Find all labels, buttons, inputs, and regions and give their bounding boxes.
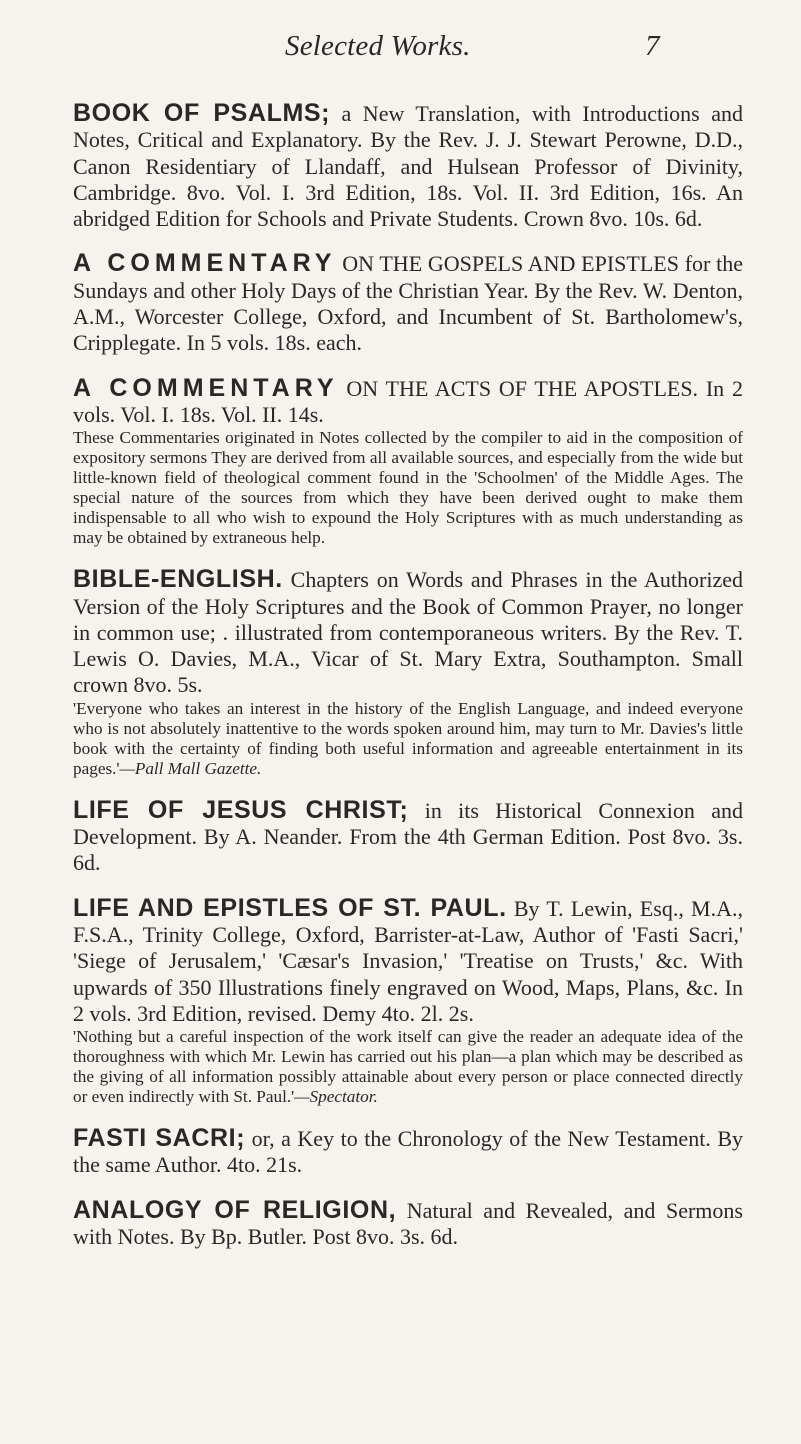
entry-text — [73, 1197, 743, 1251]
entry-heading: LIFE OF JESUS CHRIST; — [73, 795, 409, 824]
entry-text — [73, 375, 743, 429]
entry-heading: FASTI SACRI; — [73, 1124, 246, 1153]
running-head — [0, 22, 801, 74]
entry-note: These Commentaries originated in Notes collected by the compiler to aid in the composition of expository sermons They are derived from all available sources, and especially from the wide but little-known field of theological comment found in the 'Schoolmen' of the Middle Ages. The special nature of the sources from which they have been derived ought to make them indispensable to all who wish to expound the Holy Scriptures with as much understanding as may be obtained by extraneous help. — [73, 428, 743, 548]
catalogue-body — [73, 100, 743, 1250]
entry-body: Chapters on Words and Phrases in the Authorized Version of the Holy Scriptures and the Book of Common Prayer, no longer in common use; . illustrated from contemporaneous writers. By the Rev. T. Lewis O. Davies, M.A., Vicar of St. Mary Extra, Southampton. Small crown 8vo. 5s. — [73, 567, 743, 698]
entry-st-paul — [73, 895, 743, 1107]
entry-body: By T. Lewin, Esq., M.A., F.S.A., Trinity College, Oxford, Barrister-at-Law, Author of 'Fasti Sacri,' 'Siege of Jerusalem,' 'Cæsar's Invasion,' 'Treatise on Trusts,' &c. With upwards of 350 Illustrations finely engraved on Wood, Maps, Plans, &c. In 2 vols. 3rd Edition, revised. Demy 4to. 2l. 2s. — [73, 895, 744, 1026]
entry-heading: LIFE AND EPISTLES OF ST. PAUL. — [73, 893, 507, 922]
review-source: —Spectator. — [294, 1087, 378, 1107]
page-number: 7 — [645, 30, 660, 62]
entry-body: ON THE GOSPELS AND EPISTLES for the Sundays and other Holy Days of the Christian Year. By the Rev. W. Denton, A.M., Worcester College, Oxford, and Incumbent of St. Bartholomew's, Cripplegate. In 5 vols. 18s. each. — [73, 251, 743, 356]
entry-body: a New Translation, with Introductions and Notes, Critical and Explanatory. By the Rev. J. J. Stewart Perowne, D.D., Canon Residentiary of Llandaff, and Hulsean Professor of Divinity, Cambridge. 8vo. Vol. I. 3rd Edition, 18s. Vol. II. 3rd Edition, 16s. An abridged Edition for Schools and Private Students. Crown 8vo. 10s. 6d. — [73, 101, 743, 232]
entry-heading: A COMMENTARY — [73, 249, 337, 278]
entry-text — [73, 250, 743, 356]
running-head-title: Selected Works. — [285, 30, 471, 62]
entry-text — [73, 895, 743, 1027]
review-source: —Pall Mall Gazette. — [119, 758, 262, 778]
entry-bible-english — [73, 566, 743, 778]
entry-text — [73, 566, 743, 698]
entry-body: Natural and Revealed, and Sermons with Notes. By Bp. Butler. Post 8vo. 3s. 6d. — [73, 1197, 743, 1250]
entry-heading: BIBLE-ENGLISH. — [73, 565, 283, 594]
entry-fasti-sacri — [73, 1125, 743, 1179]
entry-text — [73, 1125, 743, 1179]
entry-analogy-of-religion — [73, 1197, 743, 1251]
entry-note — [73, 699, 743, 779]
entry-note — [73, 1027, 743, 1107]
entry-text — [73, 100, 743, 232]
entry-body: ON THE ACTS OF THE APOSTLES. In 2 vols. Vol. I. 18s. Vol. II. 14s. — [73, 375, 743, 427]
entry-heading: ANALOGY OF RELIGION, — [73, 1195, 397, 1224]
entry-text — [73, 797, 743, 877]
entry-body: in its Historical Connexion and Development. By A. Neander. From the 4th German Edition. Post 8vo. 3s. 6d. — [73, 797, 743, 876]
entry-commentary-acts — [73, 375, 743, 549]
entry-commentary-gospels — [73, 250, 743, 356]
review-quote: 'Nothing but a careful inspection of the work itself can give the reader an adequate idea of the thoroughness with which Mr. Lewin has carried out his plan—a plan which may be described as the giving of all information possibly attainable about every person or place connected directly or even indirectly with St. Paul.' — [73, 1027, 743, 1107]
entry-heading: BOOK OF PSALMS; — [73, 99, 331, 127]
review-quote: 'Everyone who takes an interest in the history of the English Language, and indeed everyone who is not absolutely inattentive to the words spoken around him, may turn to Mr. Davies's little book with the certainty of finding both useful information and agreeable entertainment in its pages.' — [73, 698, 743, 778]
entry-life-of-jesus — [73, 797, 743, 877]
entry-heading: A COMMENTARY — [73, 373, 339, 402]
entry-book-of-psalms — [73, 100, 743, 232]
entry-body: or, a Key to the Chronology of the New Testament. By the same Author. 4to. 21s. — [73, 1126, 744, 1178]
